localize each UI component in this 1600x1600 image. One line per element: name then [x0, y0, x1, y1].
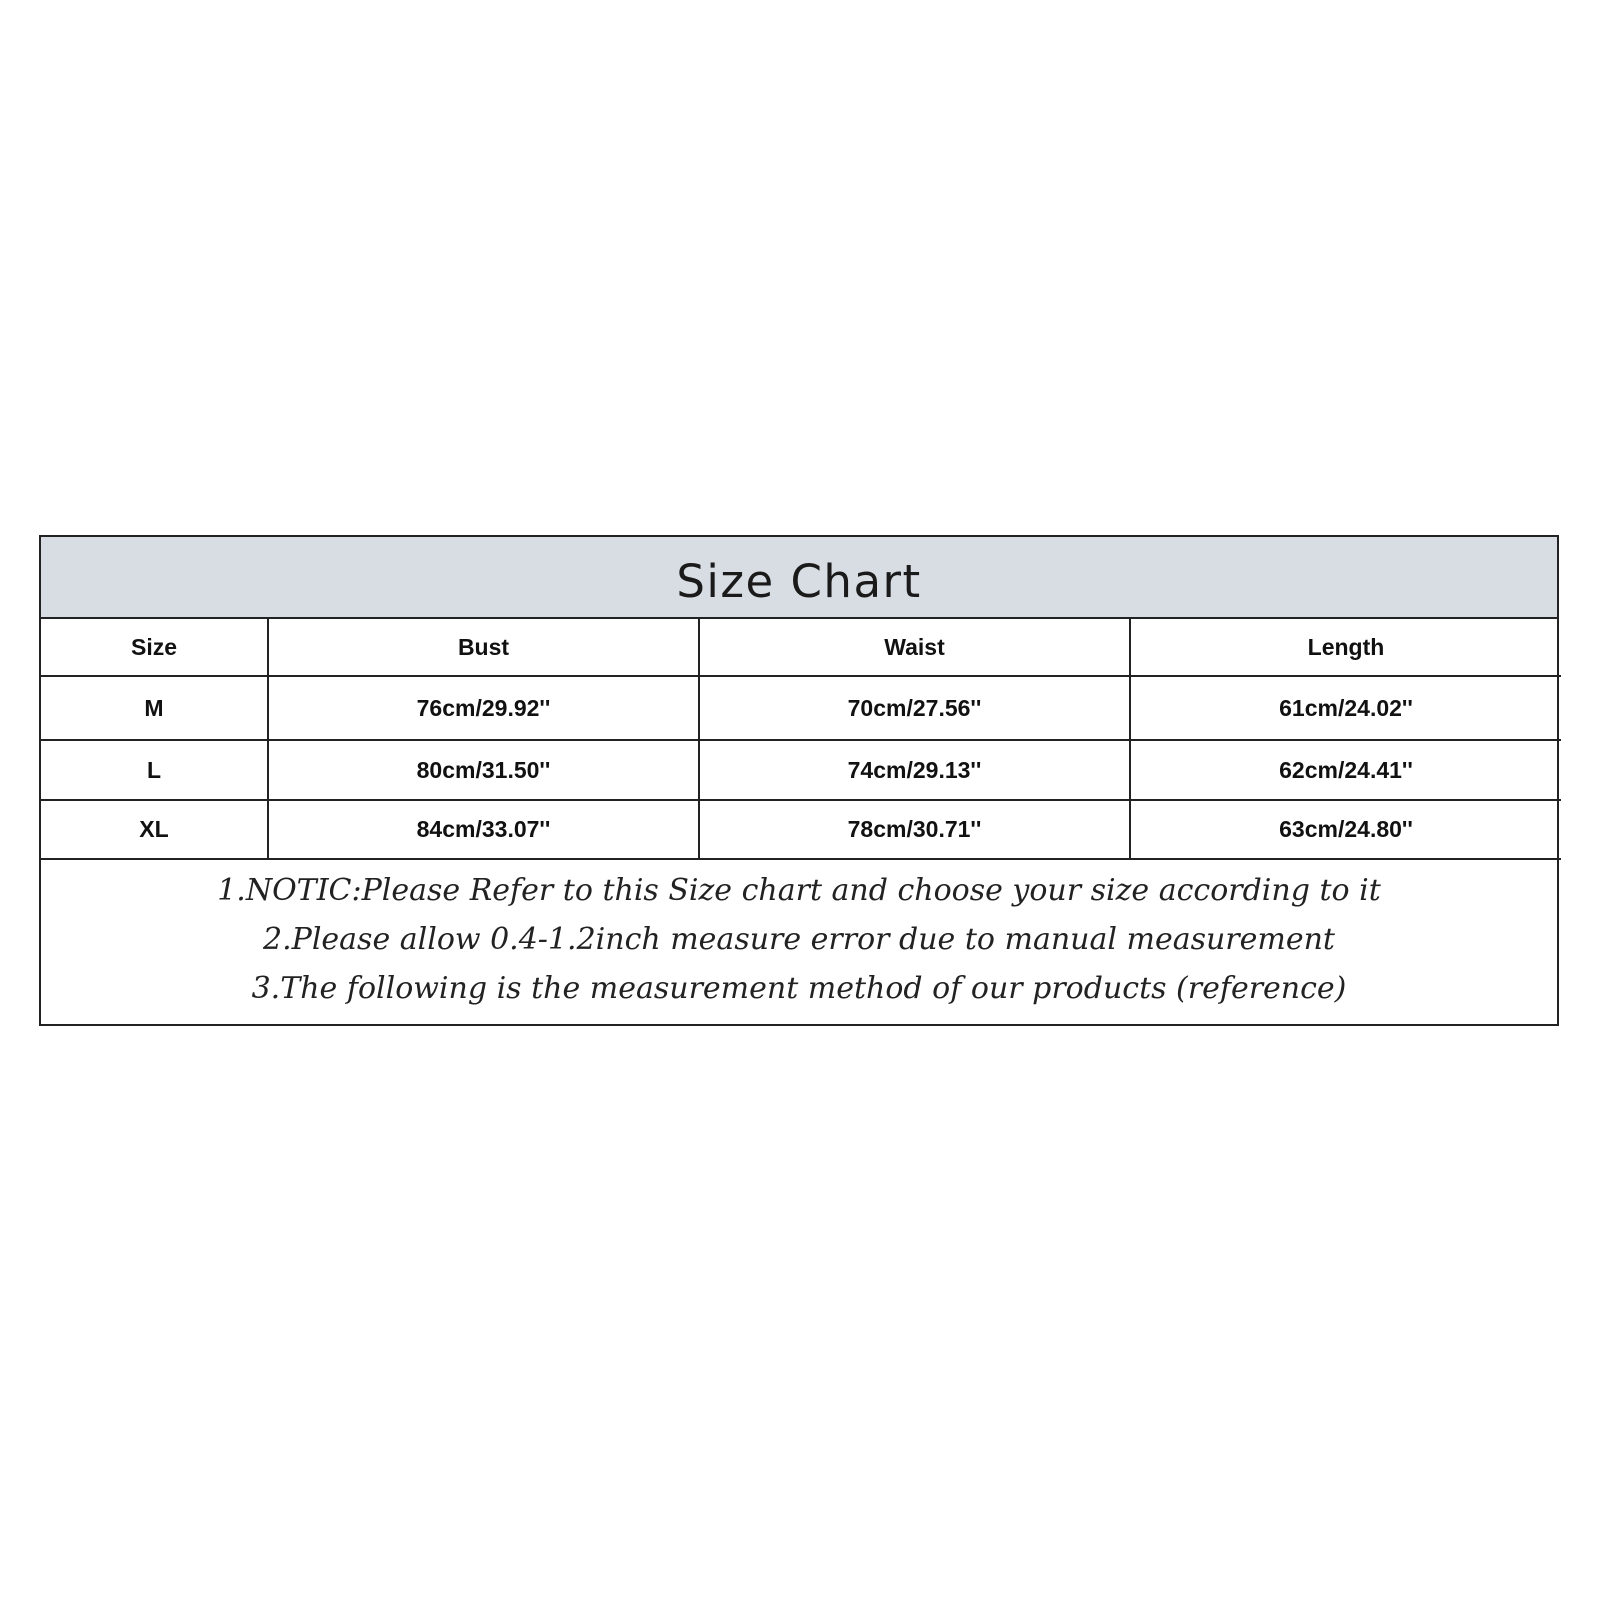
note-line: 2.Please allow 0.4-1.2inch measure error due to manual measurement — [263, 922, 1335, 957]
length-cell: 63cm/24.80'' — [1130, 800, 1561, 859]
size-cell: L — [41, 740, 268, 800]
size-table — [41, 619, 1561, 860]
notes — [41, 860, 1557, 1013]
chart-title: Size Chart — [676, 554, 922, 608]
bust-cell: 76cm/29.92'' — [268, 676, 699, 740]
length-cell: 62cm/24.41'' — [1130, 740, 1561, 800]
column-header-waist: Waist — [699, 619, 1130, 676]
size-cell: XL — [41, 800, 268, 859]
table-row — [41, 740, 1561, 800]
size-chart — [39, 535, 1559, 1026]
size-cell: M — [41, 676, 268, 740]
waist-cell: 78cm/30.71'' — [699, 800, 1130, 859]
chart-header — [41, 537, 1557, 619]
bust-cell: 84cm/33.07'' — [268, 800, 699, 859]
length-cell: 61cm/24.02'' — [1130, 676, 1561, 740]
waist-cell: 74cm/29.13'' — [699, 740, 1130, 800]
header-row — [41, 619, 1561, 676]
column-header-size: Size — [41, 619, 268, 676]
note-line: 1.NOTIC:Please Refer to this Size chart and choose your size according to it — [217, 873, 1381, 908]
bust-cell: 80cm/31.50'' — [268, 740, 699, 800]
column-header-bust: Bust — [268, 619, 699, 676]
waist-cell: 70cm/27.56'' — [699, 676, 1130, 740]
table-row — [41, 800, 1561, 859]
note-line: 3.The following is the measurement method of our products (reference) — [251, 971, 1347, 1006]
table-row — [41, 676, 1561, 740]
column-header-length: Length — [1130, 619, 1561, 676]
